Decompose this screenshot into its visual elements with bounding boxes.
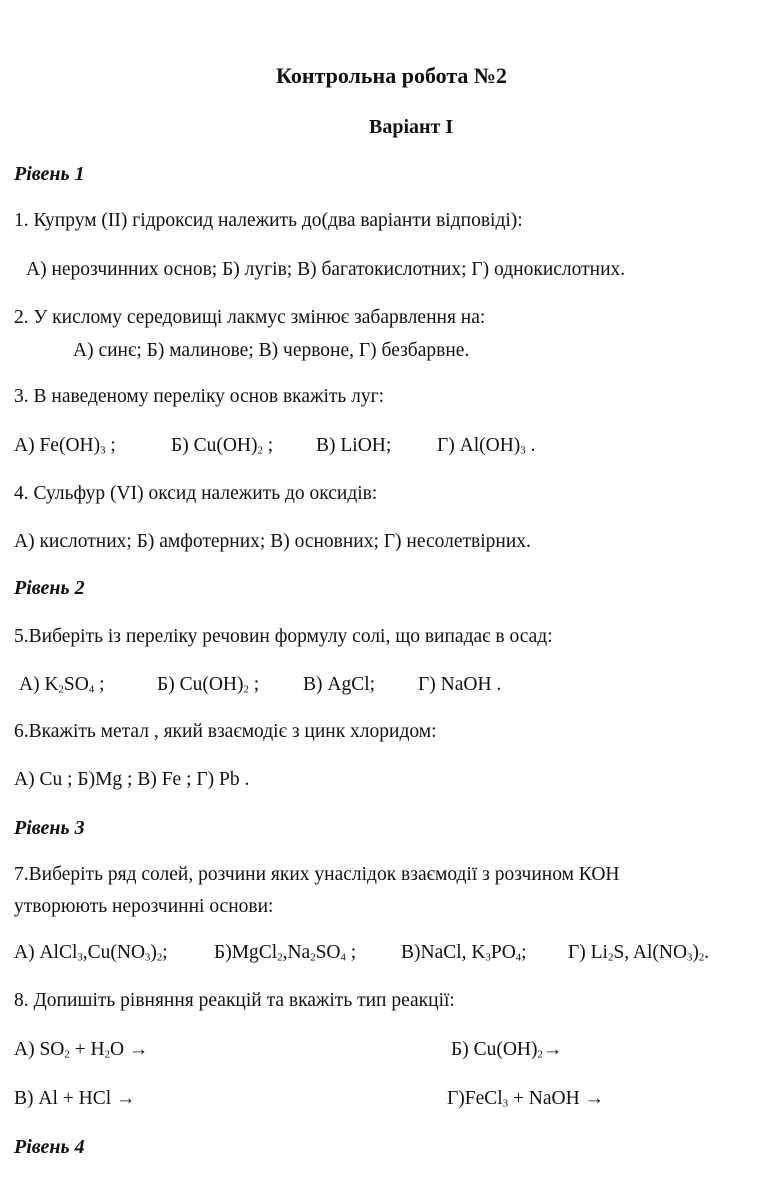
question-8-text: 8. Допишіть рівняння реакцій та вкажіть тип реакції: — [14, 990, 455, 1011]
question-3-text: 3. В наведеному переліку основ вкажіть луг: — [14, 386, 385, 407]
question-7-text-line-2: утворюють нерозчинні основи: — [14, 896, 274, 917]
question-8-reaction-c: В) Al + HCl → — [14, 1088, 136, 1109]
question-3-option-c: В) LiOH; — [316, 435, 392, 456]
level-1-heading: Рівень 1 — [14, 163, 85, 185]
question-5-option-b: Б) $Cu(OH)_2$ ; — [157, 674, 260, 696]
level-4-heading: Рівень 4 — [14, 1136, 85, 1158]
question-7-option-b: $Б)MgCl_2,Na_2SO_4$ ; — [214, 942, 357, 964]
question-5-option-c: В) AgCl; — [303, 674, 376, 695]
level-2-heading: Рівень 2 — [14, 577, 85, 599]
question-3-option-b: Б) $Cu(OH)_2$ ; — [171, 435, 274, 457]
question-7-text-line-1: 7.Виберіть ряд солей, розчини яких унаслідок взаємодії з розчином КОН — [14, 864, 620, 885]
question-2-text: 2. У кислому середовищі лакмус змінює забарвлення на: — [14, 307, 486, 328]
question-3-option-a: А) $Fe(OH)_3$ ; — [14, 435, 116, 457]
question-4-options: А) кислотних; Б) амфотерних; В) основних; Г) несолетвірних. — [14, 531, 531, 552]
question-6-options: А) Cu ; Б)Mg ; В) Fe ; Г) Pb . — [14, 769, 250, 790]
question-7-option-a: А) $AlCl_3,Cu(NO_3)_2$; — [14, 942, 168, 964]
question-8-reaction-a: А) $SO_2 + H_2O$ → — [14, 1039, 149, 1061]
question-6-text: 6.Вкажіть метал , який взаємодіє з цинк хлоридом: — [14, 721, 437, 742]
question-3-option-d: Г) $Al(OH)_3$ . — [437, 435, 536, 457]
question-5-text: 5.Виберіть із переліку речовин формулу солі, що випадає в осад: — [14, 626, 553, 647]
question-8-reaction-b: Б) $Cu(OH)_2\to$ — [451, 1039, 563, 1061]
question-7-option-d: Г) $Li_2S$, $Al(NO_3)_2$. — [568, 942, 710, 964]
question-1-text: 1. Купрум (ІІ) гідроксид належить до(два варіанти відповіді): — [14, 210, 523, 231]
question-5-option-d: Г) NaOH . — [418, 674, 502, 695]
question-2-options: А) синє; Б) малинове; В) червоне, Г) безбарвне. — [73, 340, 470, 361]
question-5-option-a: А) $K_2SO_4$ ; — [19, 674, 105, 696]
question-7-option-c: В)NaCl, $K_3PO_4$; — [401, 942, 527, 964]
level-3-heading: Рівень 3 — [14, 817, 85, 839]
question-4-text: 4. Сульфур (VI) оксид належить до оксидів: — [14, 483, 378, 504]
question-8-reaction-d: Г)FeCl$_3$ + NaOH → — [447, 1088, 605, 1110]
variant-label: Варіант І — [369, 116, 454, 138]
question-1-options: А) нерозчинних основ; Б) лугів; В) багатокислотних; Г) однокислотних. — [26, 259, 626, 280]
page-title: Контрольна робота №2 — [276, 63, 508, 88]
